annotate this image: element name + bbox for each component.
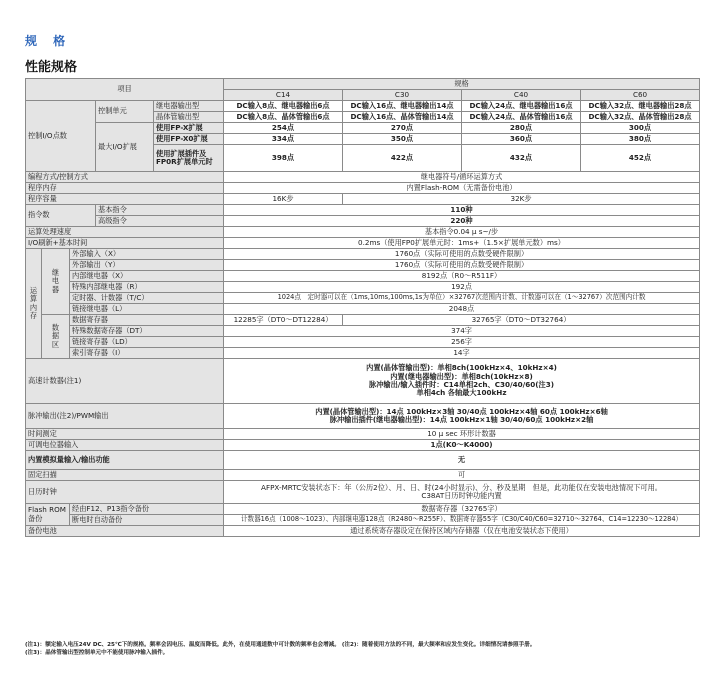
prog-method-label: 编程方式/控制方式 [26,172,224,183]
spec-table [25,78,700,537]
memory-label-text: 运 算 内 存 [29,285,38,320]
footnote: (注1)：额定输入电压24V DC、25℃下的规格。频率会因电压、温度而降低。此外，在使用通道数中可计数的频率也会增减。 (注2)：随着使用方法的不同，最大频率和应发生变化。详细情况请参照手册。 [25,642,536,648]
timer-label: 时间测定 [26,429,224,440]
timer-value: 10 μ sec 环形计数器 [224,429,700,440]
io-refresh-value: 0.2ms（使用FP0扩展单元时：1ms+（1.5×扩展单元数）ms） [224,238,700,249]
prog-memory-label: 程序内存 [26,183,224,194]
speed-label: 运算处理速度 [26,227,224,238]
max-io-label: 最大I/O扩展 [96,123,154,172]
pot-value: 1点(K0～K4000) [224,440,700,451]
tr-value: DC输入8点、晶体管输出6点 [224,112,343,123]
data-register-value: 12285字（DT0～DT12284） [224,315,343,326]
battery-label: 备份电池 [26,526,224,537]
relay-name: 外部输出（Y） [70,260,224,271]
power-label: 断电时自动备份 [70,515,224,526]
relay-spec: 1760点（实际可使用的点数受硬件限制） [224,260,700,271]
page-title: 性能规格 [25,60,78,75]
relay-name: 定时器、计数器（T/C） [70,293,224,304]
header-item: 项目 [26,79,224,101]
clock-label: 日历时钟 [26,481,224,504]
f12-value: 数据寄存器（32765字） [224,504,700,515]
footnote: (注3)：晶体管输出型控制单元中不能使用脉冲输入插件。 [25,650,169,657]
fpx-label: 使用FP-X扩展 [154,123,224,134]
scan-label: 固定扫描 [26,470,224,481]
data-row-value: 374字 [224,326,700,337]
adv-instr-value: 220种 [224,216,700,227]
prog-memory-value: 内置Flash-ROM（无需备份电池） [224,183,700,194]
ctrl-io-label: 控制I/O点数 [26,101,96,172]
fpx-value: 300点 [581,123,700,134]
plug-label: 使用扩展插件及FP0R扩展单元时 [154,145,224,172]
fpx-value: 280点 [462,123,581,134]
header-spec: 规格 [224,79,700,90]
relay-spec: 8192点（R0～R511F） [224,271,700,282]
data-group-text: 数 据 区 [51,323,60,349]
fpx0-value: 350点 [343,134,462,145]
relay-group-text: 继 电 器 [51,268,60,294]
prog-method-value: 继电器符号/循环运算方式 [224,172,700,183]
relay-name: 外部输入（X） [70,249,224,260]
section-title: 规 格 [25,34,72,48]
flash-label: Flash ROM备份 [26,504,70,526]
prog-capacity-value: 32K步 [343,194,700,205]
relay-name: 内部继电器（X） [70,271,224,282]
relay-spec: 192点 [224,282,700,293]
plug-value: 452点 [581,145,700,172]
fpx0-value: 360点 [462,134,581,145]
plug-value: 432点 [462,145,581,172]
fpx-value: 270点 [343,123,462,134]
data-row-value: 256字 [224,337,700,348]
relay-type-label: 继电器输出型 [154,101,224,112]
data-group-label [42,315,70,359]
fpx-value: 254点 [224,123,343,134]
speed-value: 基本指令0.04 μ s~/步 [224,227,700,238]
data-row-name: 链接寄存器（LD） [70,337,224,348]
relay-spec: 1760点（实际可使用的点数受硬件限制） [224,249,700,260]
plug-value: 422点 [343,145,462,172]
hs-counter-value [224,359,700,404]
relay-spec: 2048点 [224,304,700,315]
data-row-name: 特殊数据寄存器（DT） [70,326,224,337]
data-register-name: 数据寄存器 [70,315,224,326]
battery-value: 通过系统寄存器设定在保持区域内存储器（仅在电池安装状态下使用） [224,526,700,537]
footnotes [25,641,715,657]
pulse-line: 脉冲输出插件(继电器输出型)：14点 100kHz×1轴 30/40/60点 100kHz×2轴 [329,415,594,424]
clock-line: C38AT日历时钟功能内置 [421,491,502,500]
tr-value: DC输入32点、晶体管输出28点 [581,112,700,123]
tr-value: DC输入24点、晶体管输出16点 [462,112,581,123]
relay-name: 特殊内部继电器（R） [70,282,224,293]
hs-counter-label: 高速计数器(注1) [26,359,224,404]
relay-spec: 1024点 定时器可以在（1ms,10ms,100ms,1s为单位）×32767次范围内计数、计数器可以在（1～32767）次范围内计数 [224,293,700,304]
analog-value: 无 [224,451,700,470]
prog-capacity-value: 16K步 [224,194,343,205]
relay-value: DC输入24点、继电器输出16点 [462,101,581,112]
relay-value: DC输入16点、继电器输出14点 [343,101,462,112]
io-refresh-label: I/O刷新+基本时间 [26,238,224,249]
data-row-name: 索引寄存器（I） [70,348,224,359]
header-model: C60 [581,90,700,101]
pulse-line: 内置(晶体管输出型)：14点 100kHz×3轴 30/40点 100kHz×4轴 60点 100kHz×6轴 [315,406,608,416]
instructions-label: 指令数 [26,205,96,227]
f12-label: 经由F12、P13指令备份 [70,504,224,515]
header-model: C14 [224,90,343,101]
data-register-value: 32765字（DT0～DT32764） [343,315,700,326]
relay-value: DC输入8点、继电器输出6点 [224,101,343,112]
fpx0-label: 使用FP-X0扩展 [154,134,224,145]
basic-instr-value: 110种 [224,205,700,216]
fpx0-value: 380点 [581,134,700,145]
power-value: 计数器16点（1008～1023）、内部继电器128点（R2480～R255F）、数据寄存器55字（C30/C40/C60=32710～32764、C14=12230～12284） [224,515,700,526]
clock-line: AFPX-MRTC安装状态下：年（公历2位）、月、日、时(24小时显示)、分、秒及星期 但是，此功能仅在安装电池情况下可用。 [261,482,662,492]
clock-value [224,481,700,504]
hs-counter-line: 内置(继电器输出型)：单相8ch(10kHz×8) [390,371,533,381]
pulse-value [224,404,700,429]
fpx0-value: 334点 [224,134,343,145]
relay-name: 链接继电器（L） [70,304,224,315]
tr-type-label: 晶体管输出型 [154,112,224,123]
prog-capacity-label: 程序容量 [26,194,224,205]
analog-label: 内置模拟量输入/输出功能 [26,451,224,470]
page-header [25,30,71,49]
header-model: C40 [462,90,581,101]
data-row-value: 14字 [224,348,700,359]
basic-instr-label: 基本指令 [96,205,224,216]
ctrl-unit-label: 控制单元 [96,101,154,123]
plug-value: 398点 [224,145,343,172]
hs-counter-line: 内置(晶体管输出型)：单相8ch(100kHz×4、10kHz×4) [366,363,557,373]
scan-value: 可 [224,470,700,481]
hs-counter-line: 脉冲输出/输入插件时：C14单相2ch、C30/40/60(注3) [369,380,555,389]
relay-group-label [42,249,70,315]
hs-counter-line: 单相4ch 各轴最大100kHz [416,388,507,398]
adv-instr-label: 高级指令 [96,216,224,227]
pot-label: 可调电位器输入 [26,440,224,451]
memory-label [26,249,42,359]
pulse-label: 脉冲输出(注2)/PWM输出 [26,404,224,429]
relay-value: DC输入32点、继电器输出28点 [581,101,700,112]
tr-value: DC输入16点、晶体管输出14点 [343,112,462,123]
header-model: C30 [343,90,462,101]
